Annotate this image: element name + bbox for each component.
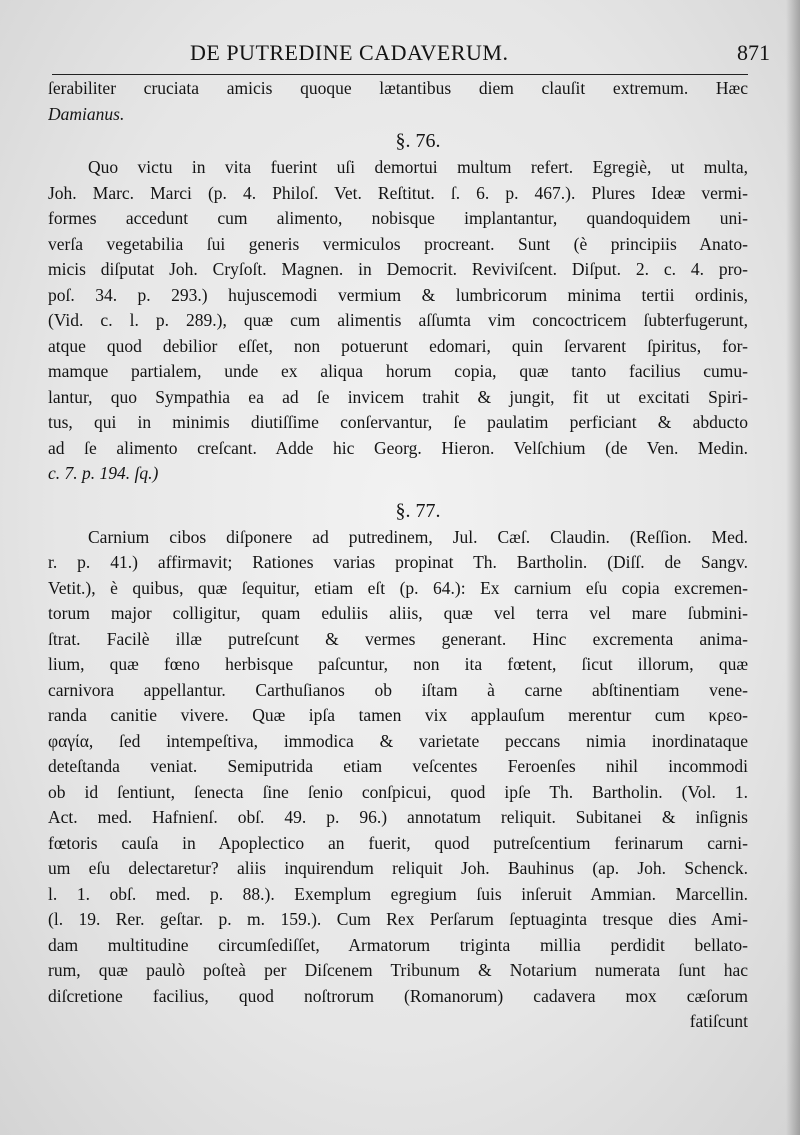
text-line: deteſtanda veniat. Semiputrida etiam veſcentes Feroenſes nihil incommodi	[48, 756, 748, 776]
text-line: dam multitudine circumſediſſet, Armatorum triginta millia perdidit bellato-	[48, 934, 748, 955]
text-line: ob id ſentiunt, ſenecta ſine ſenio conſpicui, quod ipſe Th. Bartholin. (Vol. 1.	[48, 781, 748, 802]
text-line: Act. med. Hafnienſ. obſ. 49. p. 96.) annotatum reliquit. Subitanei & inſignis	[48, 807, 748, 827]
text-line: fœtoris cauſa in Apoplectico an fuerit, quod putreſcentium ferinarum carni-	[48, 832, 748, 853]
text-line: ſtrat. Facilè illæ putreſcunt & vermes generant. Hinc excrementa anima-	[48, 628, 748, 649]
text-line: Carnium cibos diſponere ad putredinem, Jul. Cæſ. Claudin. (Reſſion. Med.	[88, 526, 748, 547]
text-line: (Vid. c. l. p. 289.), quæ cum alimentis aſſumta vim concoctricem ſubterfugerunt,	[48, 310, 748, 330]
page-number: 871	[737, 40, 770, 65]
text-block	[48, 76, 748, 1035]
text-line: r. p. 41.) affirmavit; Rationes varias propinat Th. Bartholin. (Diſſ. de Sangv.	[48, 552, 748, 572]
text-line: torum major colligitur, quam eduliis aliis, quæ vel terra vel mare ſubmini-	[48, 603, 748, 623]
text-line: lantur, quo Sympathia ea ad ſe invicem trahit & jungit, fit ut excitati Spiri-	[48, 386, 748, 407]
text-line: mamque partialem, unde ex aliqua horum copia, quæ tanto facilius cumu-	[48, 361, 748, 381]
section-heading: §. 77.	[395, 499, 441, 522]
text-line: Joh. Marc. Marci (p. 4. Philoſ. Vet. Reſtitut. ſ. 6. p. 467.). Plures Ideæ vermi-	[48, 182, 748, 203]
paragraph-gap	[48, 487, 748, 497]
text-line: um eſu delectaretur? aliis inquirendum reliquit Joh. Bauhinus (ap. Joh. Schenck.	[48, 858, 748, 878]
text-line: ad ſe alimento creſcant. Adde hic Georg. Hieron. Velſchium (de Ven. Medin.	[48, 437, 748, 458]
text-line: randa canitie vivere. Quæ ipſa tamen vix applauſum merentur cum κρεο-	[48, 705, 748, 725]
text-line: c. 7. p. 194. ſq.)	[48, 463, 159, 483]
text-line: lium, quæ fœno herbisque paſcuntur, non ita fœtent, ſicut illorum, quæ	[48, 654, 748, 674]
section-heading: §. 76.	[395, 130, 441, 152]
text-line: tus, qui in minimis diutiſſime conſervantur, ſe paulatim perficiant & abducto	[48, 412, 748, 432]
text-line: micis diſputat Joh. Cryſoſt. Magnen. in Democrit. Reviviſcent. Diſput. 2. c. 4. pro-	[48, 259, 748, 279]
text-line: diſcretione facilius, quod noſtrorum (Romanorum) cadavera mox cæſorum	[48, 985, 748, 1006]
text-line: verſa vegetabilia ſui generis vermiculos procreant. Sunt (è principiis Anato-	[48, 233, 748, 254]
text-line: φαγία, ſed intempeſtiva, immodica & varietate peccans nimia inordinataque	[48, 730, 748, 751]
text-line: carnivora appellantur. Carthuſianos ob iſtam à carne abſtinentiam vene-	[48, 679, 748, 700]
text-line: rum, quæ paulò poſteà per Diſcenem Tribunum & Notarium numerata ſunt hac	[48, 960, 748, 980]
running-head: DE PUTREDINE CADAVERUM.	[190, 40, 509, 65]
catchword: fatiſcunt	[689, 1011, 748, 1031]
text-line: poſ. 34. p. 293.) hujuscemodi vermium & lumbricorum minima tertii ordinis,	[48, 284, 748, 305]
text-line: Vetit.), è quibus, quæ ſequitur, etiam eſt (p. 64.): Ex carnium eſu copia excremen-	[48, 577, 748, 598]
text-line: formes accedunt cum alimento, nobisque implantantur, quandoquidem uni-	[48, 208, 748, 228]
text-line: Damianus.	[48, 103, 125, 124]
text-line: ſerabiliter cruciata amicis quoque lætantibus diem clauſit extremum. Hæc	[48, 78, 748, 98]
page-edge-shadow	[786, 0, 800, 1135]
text-line: Quo victu in vita fuerint uſi demortui multum refert. Egregiè, ut multa,	[88, 157, 748, 177]
header-rule	[52, 74, 748, 75]
text-line: atque quod debilior eſſet, non potuerunt edomari, quin ſervarent ſpiritus, for-	[48, 335, 748, 356]
text-line: (l. 19. Rer. geſtar. p. m. 159.). Cum Rex Perſarum ſeptuaginta tresque dies Ami-	[48, 909, 748, 929]
text-line: l. 1. obſ. med. p. 88.). Exemplum egregium ſuis inſeruit Ammian. Marcellin.	[48, 883, 748, 904]
